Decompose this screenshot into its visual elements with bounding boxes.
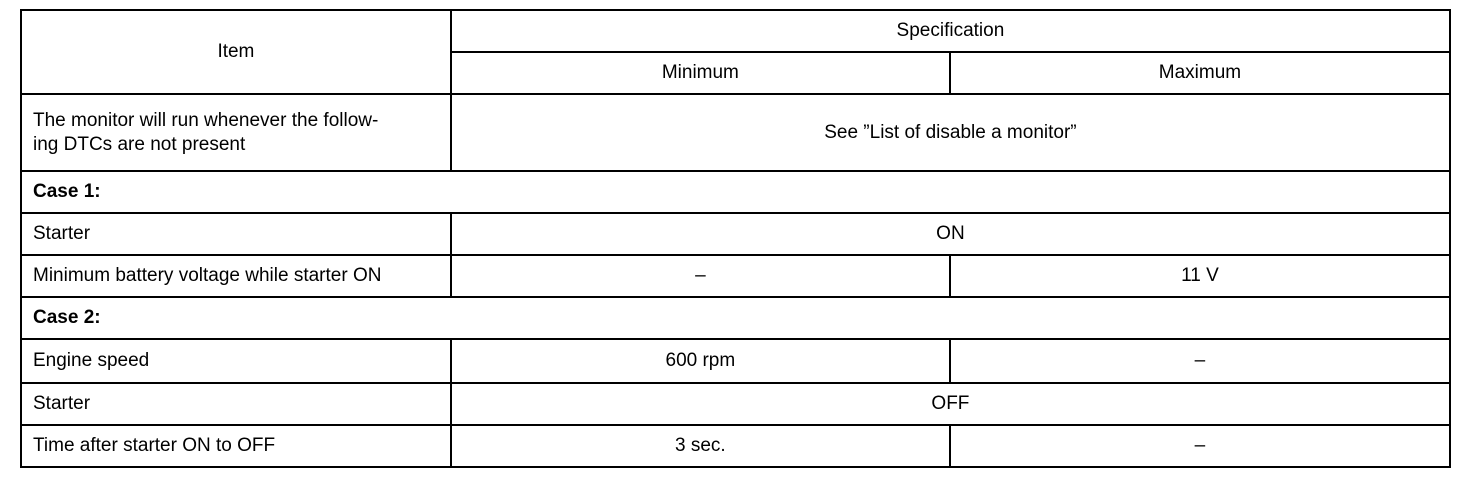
case-1-title: Case 1: <box>21 171 1450 213</box>
row-spec-starter: ON <box>451 213 1450 255</box>
row-spec-starter-off: OFF <box>451 383 1450 425</box>
table-row <box>21 339 1450 383</box>
table-row <box>21 94 1450 171</box>
item-text-line-1: The monitor will run whenever the follow- <box>33 109 379 131</box>
item-text-line-2: ing DTCs are not present <box>33 133 246 155</box>
specification-table <box>20 9 1451 468</box>
header-item: Item <box>21 10 451 94</box>
row-item-engine-speed: Engine speed <box>21 339 451 383</box>
row-item-monitor-condition <box>21 94 451 171</box>
row-spec-monitor-condition: See ”List of disable a monitor” <box>451 94 1450 171</box>
header-row-1 <box>21 10 1450 52</box>
row-item-time-after-starter: Time after starter ON to OFF <box>21 425 451 467</box>
row-max-time-after-starter: – <box>950 425 1450 467</box>
table-row <box>21 425 1450 467</box>
case-2-title: Case 2: <box>21 297 1450 339</box>
table-row <box>21 383 1450 425</box>
case-heading-row <box>21 171 1450 213</box>
header-specification: Specification <box>451 10 1450 52</box>
table-row <box>21 255 1450 297</box>
table-row <box>21 213 1450 255</box>
case-heading-row <box>21 297 1450 339</box>
row-item-starter-off: Starter <box>21 383 451 425</box>
row-item-min-battery-voltage: Minimum battery voltage while starter ON <box>21 255 451 297</box>
row-min-battery-voltage: – <box>451 255 950 297</box>
row-min-time-after-starter: 3 sec. <box>451 425 950 467</box>
row-item-starter: Starter <box>21 213 451 255</box>
row-min-engine-speed: 600 rpm <box>451 339 950 383</box>
header-maximum: Maximum <box>950 52 1450 94</box>
row-max-engine-speed: – <box>950 339 1450 383</box>
header-minimum: Minimum <box>451 52 950 94</box>
row-max-battery-voltage: 11 V <box>950 255 1450 297</box>
